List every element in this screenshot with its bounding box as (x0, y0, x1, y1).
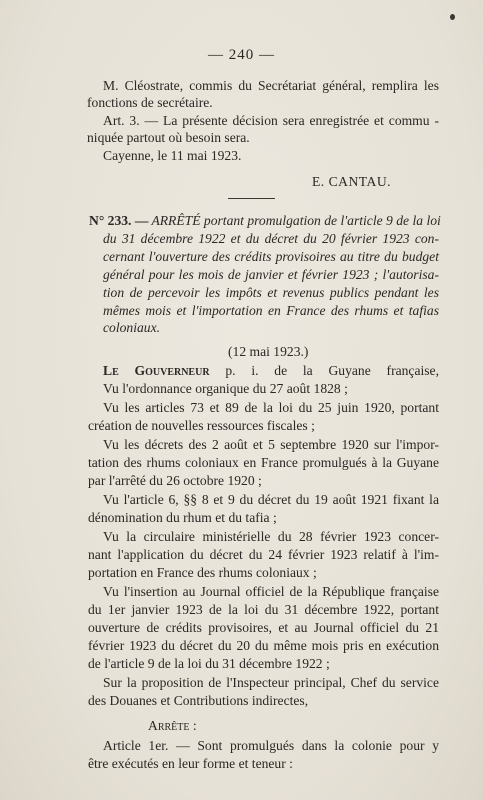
vu-line: de l'article 9 de la loi du 31 décembre 1922 ; (88, 656, 330, 671)
vu-line: Vu l'ordonnance organique du 27 août 1828 ; (103, 381, 348, 396)
gouverneur-line (103, 363, 439, 379)
decree-title-line: mêmes mois et l'importation en France des rhums et tafias (103, 303, 439, 318)
decree-title-first-line (89, 213, 439, 229)
paragraph-line: Art. 3. — La présente décision sera enregistrée et commu - (103, 113, 439, 128)
vu-line: février 1923 du décret du 20 du même mois pris en exécution (88, 638, 439, 653)
arrete-heading: Arrête : (148, 718, 197, 733)
vu-line: portation en France des rhums coloniaux ; (88, 565, 317, 580)
decree-date: (12 mai 1923.) (228, 344, 309, 359)
vu-line: Vu les décrets des 2 août et 5 septembre 1920 sur l'impor- (103, 437, 439, 452)
vu-line: du 1er janvier 1923 de la loi du 31 décembre 1922, portant (88, 602, 439, 617)
vu-line: par l'arrêté du 26 octobre 1920 ; (88, 473, 262, 488)
article-line: être exécutés en leur forme et teneur : (88, 756, 293, 771)
vu-line: nant l'application du décret du 24 février 1923 relatif à l'im- (88, 547, 439, 562)
decree-title-line: ARRÊTÉ portant promulgation de l'article 9 de la loi (151, 213, 441, 228)
vu-line: ouverture de crédits provisoires, et au Journal officiel du 21 (88, 620, 439, 635)
edge-mark (450, 14, 455, 20)
vu-line: des Douanes et Contributions indirectes, (88, 693, 309, 708)
gouverneur-label: Le Gouverneur (103, 363, 210, 378)
vu-line: Vu la circulaire ministérielle du 28 février 1923 concer- (103, 529, 439, 544)
vu-line: création de nouvelles ressources fiscales ; (88, 418, 315, 433)
page-number: — 240 — (208, 47, 275, 63)
signature: E. CANTAU. (312, 174, 392, 189)
vu-line: dénomination du rhum et du tafia ; (88, 510, 277, 525)
decree-title-line: cernant l'ouverture des crédits provisoires au titre du budget (103, 249, 439, 264)
decree-title-line: coloniaux. (103, 320, 161, 335)
vu-line: Sur la proposition de l'Inspecteur principal, Chef du service (103, 675, 439, 690)
decree-number: N° 233. — (89, 213, 149, 228)
gouverneur-rest: p. i. de la Guyane française, (225, 363, 439, 378)
vu-line: Vu les articles 73 et 89 de la loi du 25 juin 1920, portant (103, 400, 439, 415)
vu-line: Vu l'insertion au Journal officiel de la République française (103, 584, 439, 599)
paragraph-line: fonctions de secrétaire. (87, 95, 213, 110)
vu-line: Vu l'article 6, §§ 8 et 9 du décret du 19 août 1921 fixant la (103, 492, 439, 507)
separator-rule (228, 198, 275, 199)
vu-line: tation des rhums coloniaux en France promulgués à la Guyane (88, 455, 439, 470)
decree-title-line: tion de percevoir les impôts et revenus publics pendant les (103, 285, 439, 300)
article-line: Article 1er. — Sont promulgués dans la colonie pour y (103, 738, 439, 753)
paragraph-line: M. Cléostrate, commis du Secrétariat général, remplira les (103, 78, 439, 93)
place-date: Cayenne, le 11 mai 1923. (103, 148, 242, 163)
decree-title-line: du 31 décembre 1922 et du décret du 20 février 1923 con- (103, 231, 439, 246)
paragraph-line: niquée partout où besoin sera. (87, 130, 250, 145)
decree-title-line: général pour les mois de janvier et février 1923 ; l'autorisa- (103, 267, 439, 282)
